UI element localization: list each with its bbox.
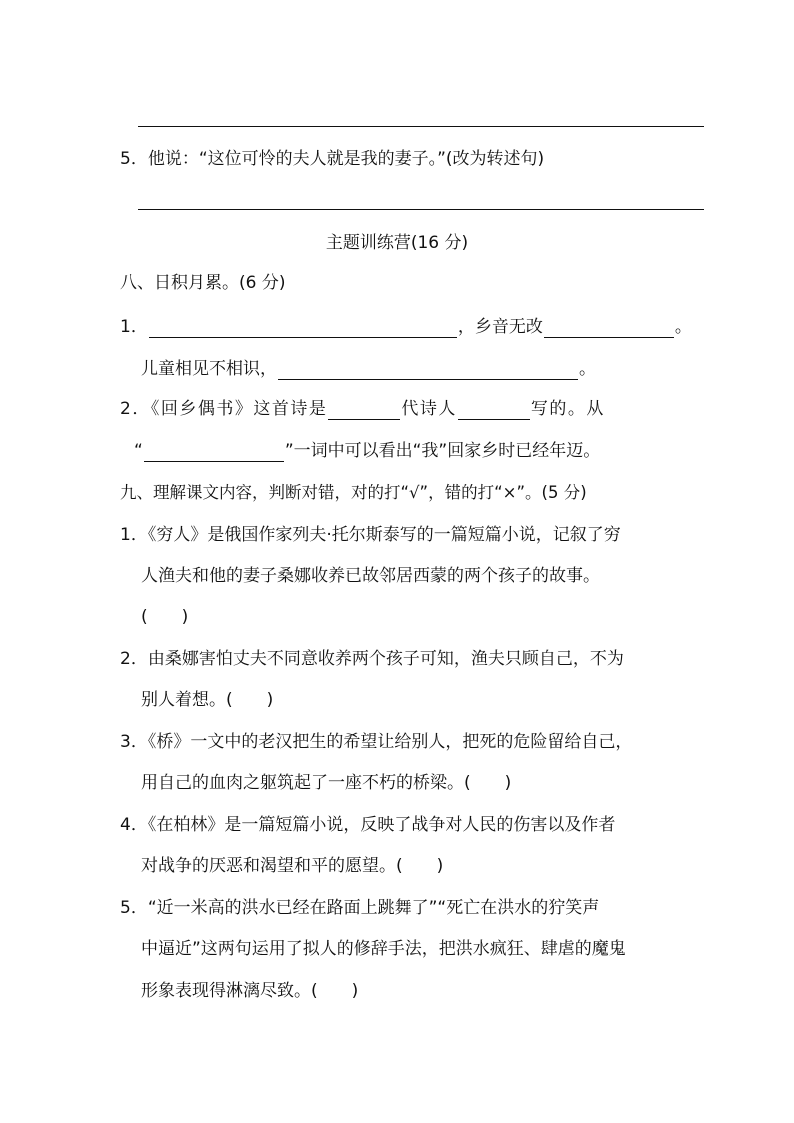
q1-line2-end: 。 bbox=[579, 359, 596, 379]
s8-question-1 bbox=[120, 316, 692, 338]
q1-end-punct: 。 bbox=[674, 317, 692, 337]
s9-item-1-line-1: 1．《穷人》是俄国作家列夫·托尔斯泰写的一篇短篇小说，记叙了穷 bbox=[120, 525, 621, 545]
s9-item-1-line-2[interactable]: 人渔夫和他的妻子桑娜收养已故邻居西蒙的两个孩子的故事。 bbox=[141, 566, 600, 586]
s9-item-5-line-2: 中逼近”这两句运用了拟人的修辞手法，把洪水疯狂、肆虐的魔鬼 bbox=[141, 939, 626, 959]
q1-middle-text: ，乡音无改 bbox=[457, 317, 543, 337]
q2-part-c: 写的。从 bbox=[530, 399, 605, 419]
s9-item-2-line-1: 2．由桑娜害怕丈夫不同意收养两个孩子可知，渔夫只顾自己，不为 bbox=[120, 649, 624, 669]
s9-item-5-line-1: 5．“近一米高的洪水已经在路面上跳舞了”“死亡在洪水的狞笑声 bbox=[120, 898, 600, 918]
fill-blank[interactable] bbox=[328, 402, 400, 420]
q2-open-quote: “ bbox=[134, 441, 143, 461]
s9-item-3-line-1: 3．《桥》一文中的老汉把生的希望让给别人，把死的危险留给自己， bbox=[120, 732, 633, 752]
answer-line-q5[interactable] bbox=[138, 209, 704, 210]
s9-item-2-line-2[interactable]: 别人着想。( ) bbox=[141, 690, 274, 710]
section-8-title: 八、日积月累。(6 分) bbox=[120, 273, 286, 293]
s9-item-4-line-1: 4．《在柏林》是一篇短篇小说，反映了战争对人民的伤害以及作者 bbox=[120, 815, 616, 835]
section-title: 主题训练营(16 分) bbox=[325, 233, 469, 253]
s8-question-1-line-2 bbox=[141, 358, 596, 380]
s8-question-2-line-2 bbox=[134, 440, 600, 462]
fill-blank[interactable] bbox=[544, 320, 674, 338]
fill-blank[interactable] bbox=[458, 402, 530, 420]
s9-item-4-line-2[interactable]: 对战争的厌恶和渴望和平的愿望。( ) bbox=[141, 856, 444, 876]
section-9-title: 九、理解课文内容，判断对错，对的打“√”，错的打“×”。(5 分) bbox=[120, 483, 587, 502]
question-5-text: 5．他说：“这位可怜的夫人就是我的妻子。”(改为转述句) bbox=[120, 149, 545, 169]
s9-item-1-answer[interactable]: ( ) bbox=[141, 607, 189, 627]
answer-line[interactable] bbox=[138, 126, 704, 127]
q2-part-a: 2．《回乡偶书》这首诗是 bbox=[120, 399, 328, 419]
fill-blank[interactable] bbox=[149, 320, 457, 338]
s9-item-3-line-2[interactable]: 用自己的血肉之躯筑起了一座不朽的桥梁。( ) bbox=[141, 773, 512, 793]
q2-part-b: 代诗人 bbox=[401, 399, 457, 419]
fill-blank[interactable] bbox=[144, 444, 284, 462]
s9-item-5-line-3[interactable]: 形象表现得淋漓尽致。( ) bbox=[141, 981, 359, 1001]
q2-part-d: ”一词中可以看出“我”回家乡时已经年迈。 bbox=[284, 441, 601, 461]
s8-question-2 bbox=[120, 398, 605, 420]
q1-line2-text: 儿童相见不相识， bbox=[141, 359, 277, 379]
q1-number: 1． bbox=[120, 317, 148, 337]
fill-blank[interactable] bbox=[278, 362, 578, 380]
